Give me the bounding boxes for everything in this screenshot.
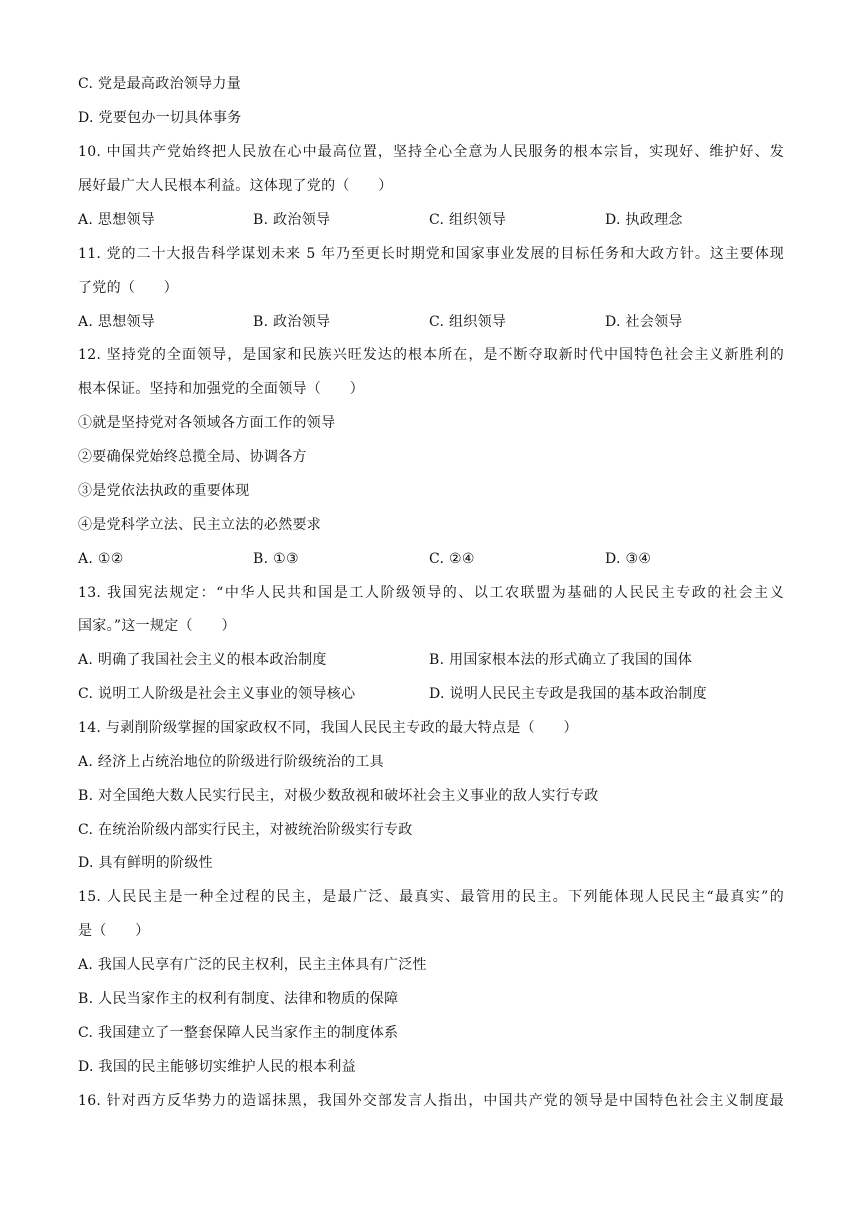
q10-option-d: D. 执政理念 — [605, 212, 683, 228]
q12-option-a: A. ①② — [78, 551, 124, 567]
q13-option-c: C. 说明工人阶级是社会主义事业的领导核心 — [78, 686, 356, 702]
q13-option-a: A. 明确了我国社会主义的根本政治制度 — [78, 652, 327, 668]
question-12-stem: 12. 坚持党的全面领导，是国家和民族兴旺发达的根本所在，是不断夺取新时代中国特色社会主义新胜利的 — [78, 347, 784, 363]
q14-option-b: B. 对全国绝大数人民实行民主，对极少数敌视和破坏社会主义事业的敌人实行专政 — [78, 788, 599, 804]
q11-option-a: A. 思想领导 — [78, 314, 156, 330]
q15-option-c: C. 我国建立了一整套保障人民当家作主的制度体系 — [78, 1025, 399, 1041]
question-14-stem: 14. 与剥削阶级掌握的国家政权不同，我国人民民主专政的最大特点是（ ） — [78, 720, 578, 736]
question-15-stem: 15. 人民民主是一种全过程的民主，是最广泛、最真实、最管用的民主。下列能体现人民民主“最真实”的 — [78, 889, 784, 905]
question-12-stem-cont: 根本保证。坚持和加强党的全面领导（ ） — [78, 381, 364, 397]
question-16-stem: 16. 针对西方反华势力的造谣抹黑，我国外交部发言人指出，中国共产党的领导是中国特色社会主义制度最 — [78, 1093, 784, 1109]
q10-option-a: A. 思想领导 — [78, 212, 156, 228]
q13-option-b: B. 用国家根本法的形式确立了我国的国体 — [429, 652, 693, 668]
q15-option-d: D. 我国的民主能够切实维护人民的根本利益 — [78, 1059, 356, 1075]
question-13-stem-cont: 国家。”这一规定（ ） — [78, 618, 236, 634]
q14-option-c: C. 在统治阶级内部实行民主，对被统治阶级实行专政 — [78, 822, 413, 838]
q14-option-a: A. 经济上占统治地位的阶级进行阶级统治的工具 — [78, 754, 384, 770]
question-13-stem: 13. 我国宪法规定：“中华人民共和国是工人阶级领导的、以工农联盟为基础的人民民主专政的社会主义 — [78, 585, 784, 601]
question-10-stem-cont: 展好最广大人民根本利益。这体现了党的（ ） — [78, 178, 393, 194]
q14-option-d: D. 具有鲜明的阶级性 — [78, 855, 213, 871]
q12-statement-1: ①就是坚持党对各领域各方面工作的领导 — [78, 415, 336, 431]
question-10-stem: 10. 中国共产党始终把人民放在心中最高位置，坚持全心全意为人民服务的根本宗旨，实现好、维护好、发 — [78, 144, 784, 160]
q15-option-b: B. 人民当家作主的权利有制度、法律和物质的保障 — [78, 991, 399, 1007]
q12-option-b: B. ①③ — [253, 551, 299, 567]
option-d: D. 党要包办一切具体事务 — [78, 110, 242, 126]
q15-option-a: A. 我国人民享有广泛的民主权利，民主主体具有广泛性 — [78, 957, 427, 973]
option-c: C. 党是最高政治领导力量 — [78, 76, 242, 92]
question-11-stem-cont: 了党的（ ） — [78, 280, 179, 296]
q11-option-d: D. 社会领导 — [605, 314, 683, 330]
q12-statement-3: ③是党依法执政的重要体现 — [78, 483, 250, 499]
question-15-stem-cont: 是（ ） — [78, 923, 150, 939]
q10-option-b: B. 政治领导 — [253, 212, 331, 228]
q12-option-c: C. ②④ — [429, 551, 475, 567]
q10-option-c: C. 组织领导 — [429, 212, 507, 228]
q12-statement-4: ④是党科学立法、民主立法的必然要求 — [78, 517, 322, 533]
q11-option-c: C. 组织领导 — [429, 314, 507, 330]
q12-statement-2: ②要确保党始终总揽全局、协调各方 — [78, 449, 307, 465]
question-11-stem: 11. 党的二十大报告科学谋划未来 5 年乃至更长时期党和国家事业发展的目标任务和大政方针。这主要体现 — [78, 246, 784, 262]
q12-option-d: D. ③④ — [605, 551, 652, 567]
q13-option-d: D. 说明人民民主专政是我国的基本政治制度 — [429, 686, 707, 702]
q11-option-b: B. 政治领导 — [253, 314, 331, 330]
